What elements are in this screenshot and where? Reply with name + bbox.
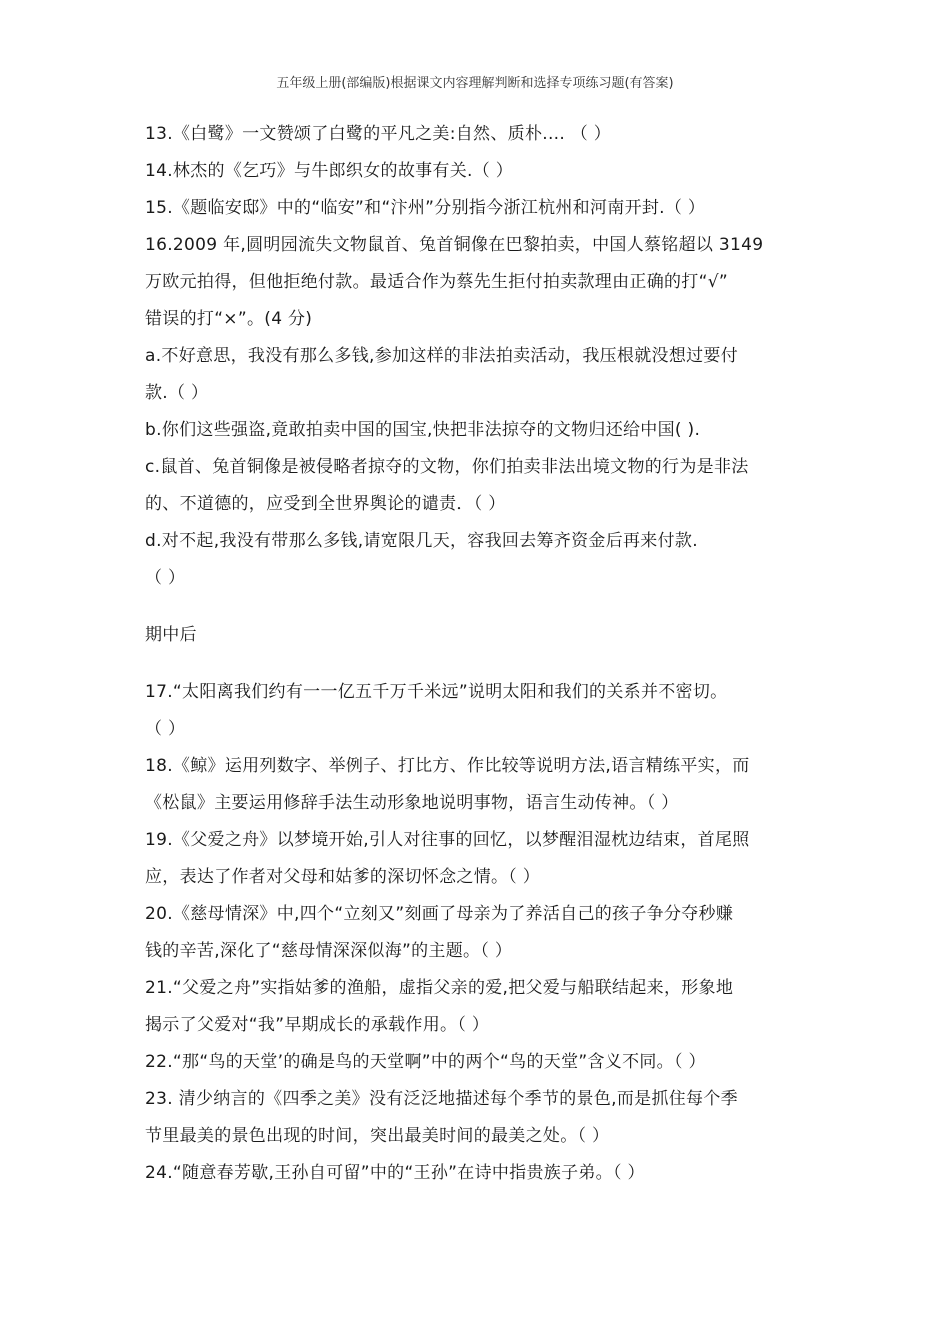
questions-17-24 bbox=[145, 674, 813, 1192]
text-line: 款.（ ） bbox=[145, 383, 209, 403]
text-line: 22.“那“鸟的天堂’的确是鸟的天堂啊”中的两个“鸟的天堂”含义不同。（ ） bbox=[145, 1052, 706, 1072]
text-line: 《松鼠》主要运用修辞手法生动形象地说明事物，语言生动传神。（ ） bbox=[145, 793, 679, 813]
text-line: 20.《慈母情深》中,四个“立刻又”刻画了母亲为了养活自己的孩子争分夺秒赚 bbox=[145, 904, 734, 924]
text-line: 16.2009 年,圆明园流失文物鼠首、兔首铜像在巴黎拍卖，中国人蔡铭超以 3149 bbox=[145, 235, 764, 255]
text-line: b.你们这些强盗,竟敢拍卖中国的国宝,快把非法掠夺的文物归还给中国( ). bbox=[145, 420, 701, 440]
text-line: 13.《白鹭》一文赞颂了白鹭的平凡之美:自然、质朴.... （ ） bbox=[145, 124, 612, 144]
text-line: 钱的辛苦,深化了“慈母情深深似海”的主题。（ ） bbox=[145, 941, 513, 961]
text-line: a.不好意思，我没有那么多钱,参加这样的非法拍卖活动，我压根就没想过要付 bbox=[145, 346, 739, 366]
text-line: 19.《父爱之舟》以梦境开始,引人对往事的回忆，以梦醒泪湿枕边结束，首尾照 bbox=[145, 830, 750, 850]
text-line: 应，表达了作者对父母和姑爹的深切怀念之情。（ ） bbox=[145, 867, 541, 887]
text-line: 23. 清少纳言的《四季之美》没有泛泛地描述每个季节的景色,而是抓住每个季 bbox=[145, 1089, 738, 1109]
text-line: 15.《题临安邸》中的“临安”和“汴州”分别指今浙江杭州和河南开封.（ ） bbox=[145, 198, 706, 218]
text-line: 14.林杰的《乞巧》与牛郎织女的故事有关.（ ） bbox=[145, 161, 514, 181]
text-line: 节里最美的景色出现的时间，突出最美时间的最美之处。（ ） bbox=[145, 1126, 610, 1146]
text-line: 24.“随意春芳歇,王孙自可留”中的“王孙”在诗中指贵族子弟。（ ） bbox=[145, 1163, 645, 1183]
document-body bbox=[145, 116, 813, 1192]
text-line: 错误的打“×”。(4 分) bbox=[145, 309, 313, 329]
section-title: 期中后 bbox=[145, 625, 197, 645]
text-line: 21.“父爱之舟”实指姑爹的渔船，虚指父亲的爱,把父爱与船联结起来，形象地 bbox=[145, 978, 734, 998]
questions-13-16 bbox=[145, 116, 813, 597]
text-line: 17.“太阳离我们约有一一亿五千万千米远”说明太阳和我们的关系并不密切。 bbox=[145, 682, 728, 702]
text-line: 18.《鲸》运用列数字、举例子、打比方、作比较等说明方法,语言精练平实，而 bbox=[145, 756, 750, 776]
text-line: d.对不起,我没有带那么多钱,请宽限几天，容我回去筹齐资金后再来付款. bbox=[145, 531, 698, 551]
text-line: 万欧元拍得，但他拒绝付款。最适合作为蔡先生拒付拍卖款理由正确的打“√” bbox=[145, 272, 728, 292]
text-line: c.鼠首、兔首铜像是被侵略者掠夺的文物，你们拍卖非法出境文物的行为是非法 bbox=[145, 457, 749, 477]
text-line: （ ） bbox=[145, 719, 186, 739]
text-line: （ ） bbox=[145, 568, 186, 588]
page-header: 五年级上册(部编版)根据课文内容理解判断和选择专项练习题(有答案) bbox=[276, 76, 674, 91]
text-line: 的、不道德的，应受到全世界舆论的谴责．（ ） bbox=[145, 494, 506, 514]
text-line: 揭示了父爱对“我”早期成长的承载作用。（ ） bbox=[145, 1015, 490, 1035]
